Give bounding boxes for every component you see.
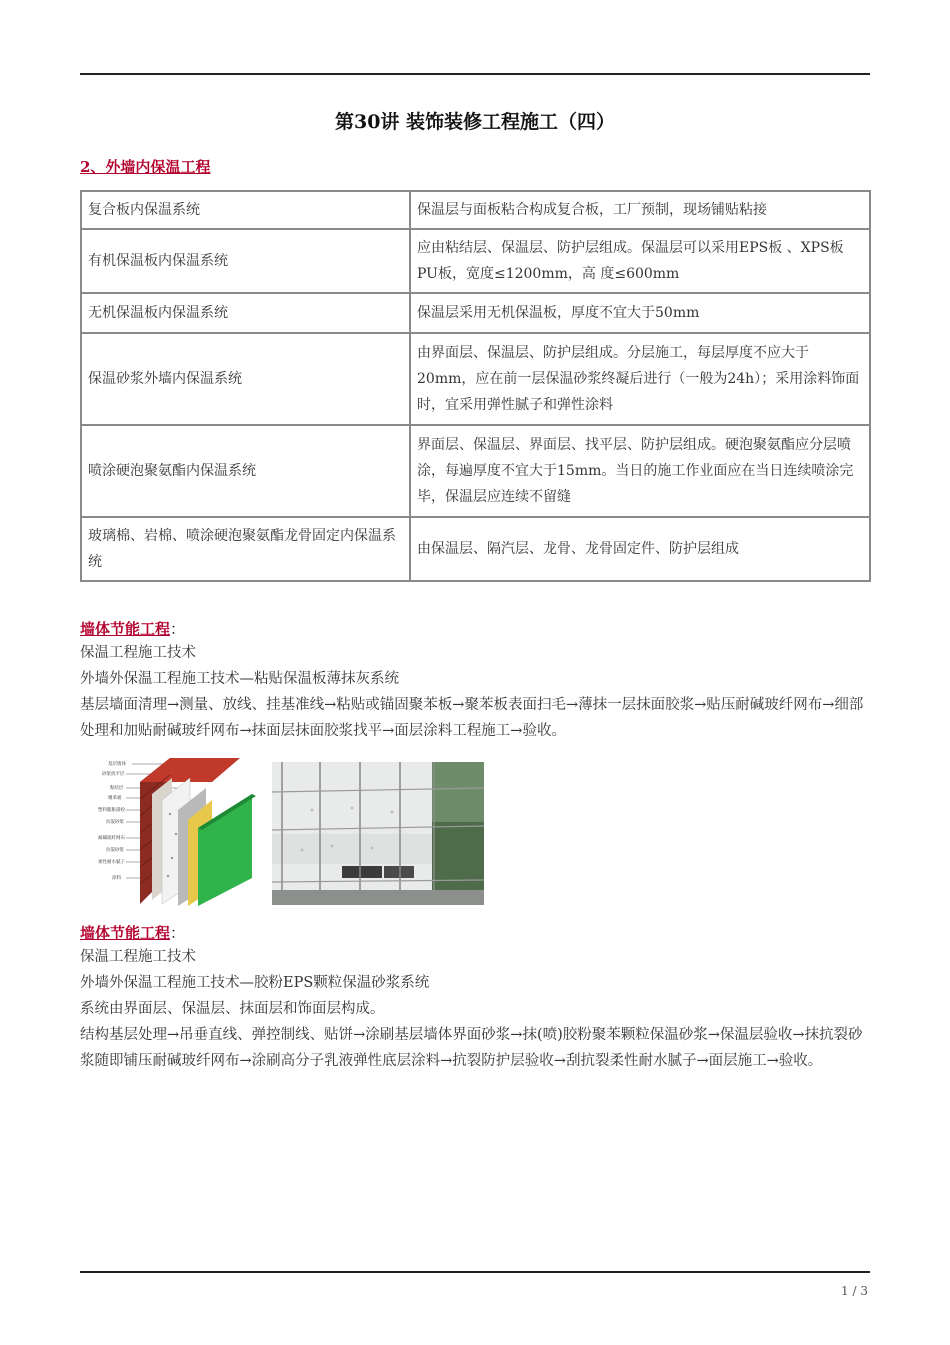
footer-rule <box>80 1271 870 1273</box>
paragraph-line: 保温工程施工技术 <box>80 949 196 965</box>
section-heading-wall-energy-1 <box>80 618 185 639</box>
system-name-cell: 保温砂浆外墙内保温系统 <box>81 333 410 425</box>
table-row <box>81 425 870 517</box>
section-heading-wall-energy-2 <box>80 922 185 943</box>
system-name-cell: 有机保温板内保温系统 <box>81 229 410 293</box>
insulation-layers-diagram <box>80 754 264 908</box>
paragraph-line: 外墙外保温工程施工技术—粘贴保温板薄抹灰系统 <box>80 671 399 687</box>
insulation-systems-table <box>80 190 871 582</box>
page-number: 1 / 3 <box>841 1284 868 1298</box>
paragraph-block-1 <box>80 640 870 744</box>
layer-label: 砂浆找平层 <box>102 772 125 777</box>
system-description-cell: 由界面层、保温层、防护层组成。分层施工，每层厚度不应大于20mm，应在前一层保温砂浆终凝后进行（一般为24h）；采用涂料饰面时，宜采用弹性腻子和弹性涂料 <box>410 333 870 425</box>
page-title: 第30讲 装饰装修工程施工（四） <box>334 111 616 133</box>
section-heading-link[interactable]: 墙体节能工程 <box>80 620 171 638</box>
heading-colon: ： <box>170 924 186 942</box>
system-description-cell: 应由粘结层、保温层、防护层组成。保温层可以采用EPS板 、XPS板PU板，宽度≤1200mm，高 度≤600mm <box>410 229 870 293</box>
layer-label: 粘结层 <box>110 786 124 791</box>
system-description-cell: 保温层与面板粘合构成复合板，工厂预制，现场铺贴粘接 <box>410 191 870 229</box>
layer-label: 抗裂砂浆 <box>106 848 124 853</box>
paragraph-line: 系统由界面层、保温层、抹面层和饰面层构成。 <box>80 1001 385 1017</box>
paragraph-block-2 <box>80 944 870 1074</box>
paragraph-line: 保温工程施工技术 <box>80 645 196 661</box>
section-heading-internal-insulation <box>80 156 210 177</box>
system-description-cell: 保温层采用无机保温板，厚度不宜大于50mm <box>410 293 870 333</box>
header-rule <box>80 73 870 75</box>
system-description-cell: 界面层、保温层、界面层、找平层、防护层组成。硬泡聚氨酯应分层喷涂，每遍厚度不宜大于15mm。当日的施工作业面应在当日连续喷涂完毕，保温层应连续不留缝 <box>410 425 870 517</box>
layer-label: 涂料 <box>112 876 121 881</box>
layer-label: 聚苯板 <box>108 796 122 801</box>
section-heading-link[interactable]: 墙体节能工程 <box>80 924 171 942</box>
layer-label: 柔性耐水腻子 <box>98 860 125 865</box>
table-row <box>81 229 870 293</box>
table-row <box>81 191 870 229</box>
heading-colon: ： <box>170 620 186 638</box>
system-description-cell: 由保温层、隔汽层、龙骨、龙骨固定件、防护层组成 <box>410 517 870 581</box>
system-name-cell: 复合板内保温系统 <box>81 191 410 229</box>
layer-label: 抗裂砂浆 <box>106 820 124 825</box>
construction-site-photo <box>272 762 484 905</box>
layer-label: 塑料膨胀锚栓 <box>98 808 125 813</box>
paragraph-line: 外墙外保温工程施工技术—胶粉EPS颗粒保温砂浆系统 <box>80 975 430 991</box>
table-row <box>81 333 870 425</box>
section-heading-text: 2、外墙内保温工程 <box>80 158 211 176</box>
system-name-cell: 无机保温板内保温系统 <box>81 293 410 333</box>
system-name-cell: 玻璃棉、岩棉、喷涂硬泡聚氨酯龙骨固定内保温系统 <box>81 517 410 581</box>
layer-label: 耐碱玻纤网布 <box>98 836 125 841</box>
table-row <box>81 517 870 581</box>
paragraph-line: 结构基层处理→吊垂直线、弹控制线、贴饼→涂刷基层墙体界面砂浆→抹(喷)胶粉聚苯颗粒保温砂浆→保温层验收→抹抗裂砂浆随即铺压耐碱玻纤网布→涂刷高分子乳液弹性底层涂料→抗裂防护层验收→刮抗裂柔性耐水腻子→面层施工→验收。 <box>80 1027 863 1069</box>
layer-label: 基层墙体 <box>108 762 126 767</box>
table-row <box>81 293 870 333</box>
paragraph-line: 基层墙面清理→测量、放线、挂基准线→粘贴或锚固聚苯板→聚苯板表面扫毛→薄抹一层抹面胶浆→贴压耐碱玻纤网布→细部处理和加贴耐碱玻纤网布→抹面层抹面胶浆找平→面层涂料工程施工→验收。 <box>80 697 864 739</box>
system-name-cell: 喷涂硬泡聚氨酯内保温系统 <box>81 425 410 517</box>
